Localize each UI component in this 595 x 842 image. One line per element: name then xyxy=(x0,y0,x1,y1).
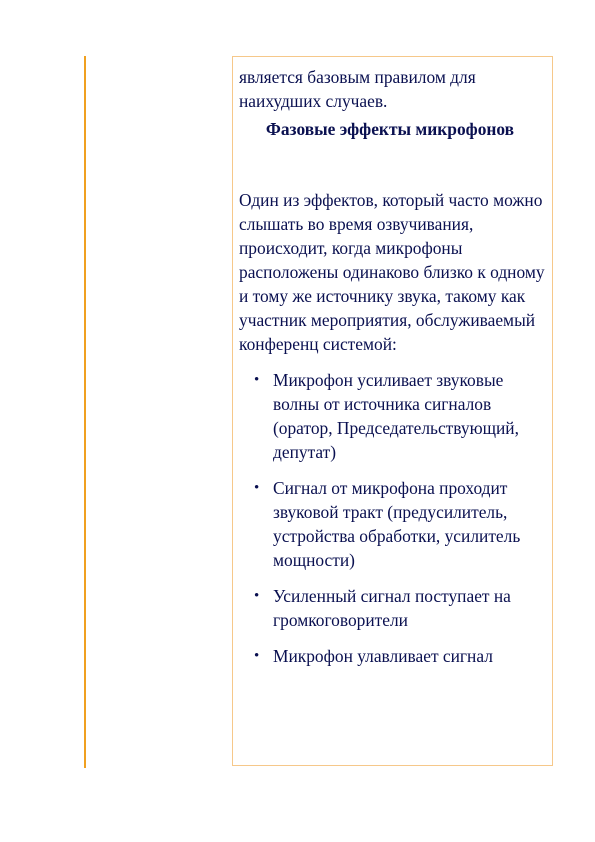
bullet-dot-icon: • xyxy=(254,648,260,664)
bullet-item xyxy=(239,476,547,572)
bullet-item xyxy=(239,584,547,632)
bullet-item xyxy=(239,368,547,464)
intro-text: является базовым правилом для наихудших случаев. xyxy=(239,67,476,111)
bullet-item xyxy=(239,644,547,668)
left-margin-rule xyxy=(84,56,86,768)
bullet-text: Микрофон усиливает звуковые волны от источника сигналов (оратор, Председательствующий, депутат) xyxy=(273,370,519,462)
section-heading: Фазовые эффекты микрофонов xyxy=(265,119,515,139)
bullet-dot-icon: • xyxy=(254,372,260,388)
bullet-text: Микрофон улавливает сигнал xyxy=(273,646,493,666)
bullet-list xyxy=(239,368,547,668)
text-frame xyxy=(232,56,553,766)
bullet-text: Усиленный сигнал поступает на громкоговорители xyxy=(273,586,511,630)
bullet-dot-icon: • xyxy=(254,480,260,496)
bullet-dot-icon: • xyxy=(254,588,260,604)
bullet-text: Сигнал от микрофона проходит звуковой тракт (предусилитель, устройства обработки, усилитель мощности) xyxy=(273,478,521,570)
body-paragraph: Один из эффектов, который часто можно слышать во время озвучивания, происходит, когда микрофоны расположены одинаково близко к одному и тому же источнику звука, такому как участник мероприятия, обслуживаемый конференц системой: xyxy=(239,190,545,354)
